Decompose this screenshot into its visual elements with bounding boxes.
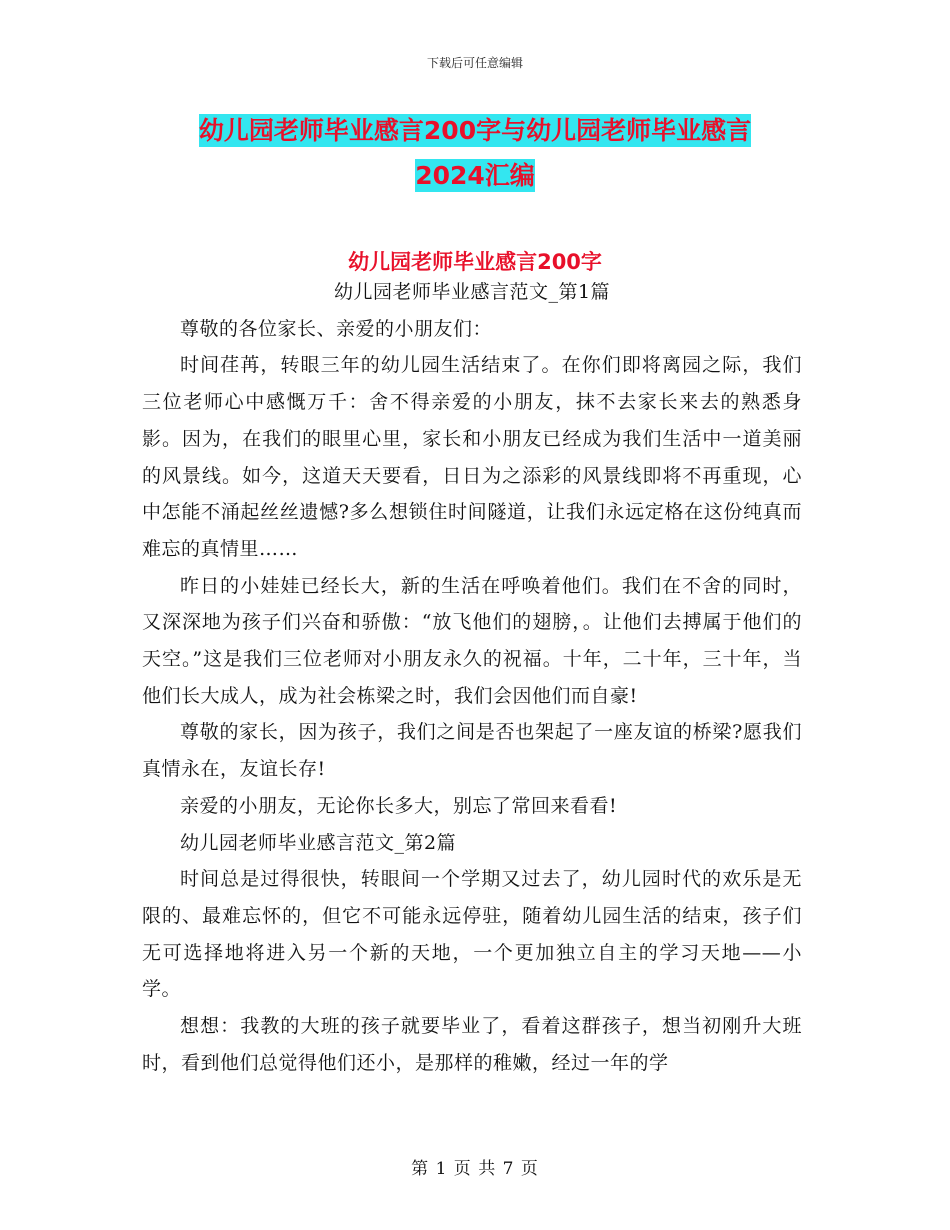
paragraph: 尊敬的家长，因为孩子，我们之间是否也架起了一座友谊的桥梁?愿我们真情永在，友谊长存! — [142, 721, 802, 781]
paragraph-greeting: 尊敬的各位家长、亲爱的小朋友们： — [180, 317, 493, 340]
article-heading-2: 幼儿园老师毕业感言范文_第2篇 — [180, 831, 457, 854]
article-heading-1: 幼儿园老师毕业感言范文_第1篇 — [333, 281, 611, 303]
header-note: 下载后可任意编辑 — [426, 56, 523, 70]
document-title-line-1: 幼儿园老师毕业感言200字与幼儿园老师毕业感言 — [198, 116, 752, 145]
paragraph: 昨日的小娃娃已经长大，新的生活在呼唤着他们。我们在不舍的同时，又深深地为孩子们兴奋和骄傲：“放飞他们的翅膀，。让他们去搏属于他们的天空。”这是我们三位老师对小朋友永久的祝福。十年，二十年，三十年，当他们长大成人，成为社会栋梁之时，我们会因他们而自豪! — [142, 574, 802, 707]
paragraph: 时间荏苒，转眼三年的幼儿园生活结束了。在你们即将离园之际，我们三位老师心中感慨万千：舍不得亲爱的小朋友，抹不去家长来去的熟悉身影。因为，在我们的眼里心里，家长和小朋友已经成为我们生活中一道美丽的风景线。如今，这道天天要看，日日为之添彩的风景线即将不再重现，心中怎能不涌起丝丝遗憾?多么想锁住时间隧道，让我们永远定格在这份纯真而难忘的真情里…… — [142, 354, 802, 560]
paragraph: 时间总是过得很快，转眼间一个学期又过去了，幼儿园时代的欢乐是无限的、最难忘怀的，但它不可能永远停驻，随着幼儿园生活的结束，孩子们无可选择地将进入另一个新的天地，一个更加独立自主的学习天地——小学。 — [142, 868, 802, 1001]
document-title — [0, 108, 950, 198]
paragraph: 想想：我教的大班的孩子就要毕业了，看着这群孩子，想当初刚升大班时，看到他们总觉得他们还小，是那样的稚嫩，经过一年的学 — [142, 1015, 802, 1074]
document-title-line-2: 2024汇编 — [415, 161, 535, 190]
document-body — [142, 274, 802, 1081]
section-title: 幼儿园老师毕业感言200字 — [348, 250, 602, 274]
paragraph: 亲爱的小朋友，无论你长多大，别忘了常回来看看! — [180, 794, 618, 817]
page-footer: 第 1 页 共 7 页 — [411, 1159, 539, 1179]
